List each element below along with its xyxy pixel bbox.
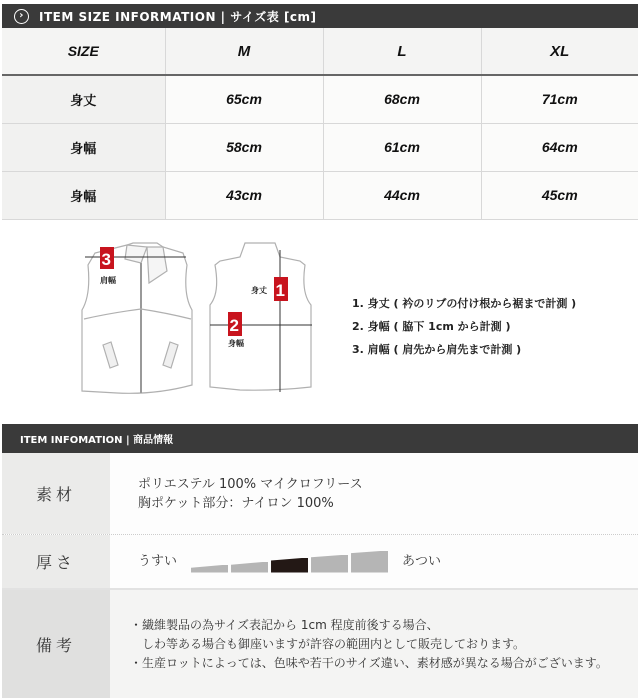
cell-value: 61cm [323, 123, 481, 171]
row-label: 身幅 [2, 171, 165, 219]
vest-illustration [75, 235, 335, 400]
marker-3: 3 [101, 250, 111, 269]
notes-row [2, 590, 638, 698]
marker-label-3: 肩幅 [100, 276, 116, 285]
chevron-right-circle-icon: › [14, 9, 29, 24]
row-label: 身幅 [2, 123, 165, 171]
column-header-m: M [165, 28, 323, 75]
cell-value: 64cm [481, 123, 638, 171]
column-header-xl: XL [481, 28, 638, 75]
cell-value: 44cm [323, 171, 481, 219]
column-header-size: SIZE [2, 28, 165, 75]
table-row [2, 171, 638, 219]
marker-label-1: 身丈 [251, 286, 267, 295]
material-line: ポリエステル 100% マイクロフリース [138, 476, 363, 492]
cell-value: 71cm [481, 75, 638, 123]
thickness-min-label: うすい [138, 554, 178, 569]
material-row [2, 453, 638, 535]
notes-line: しわ等ある場合も御座いますが許容の範囲内として販売しております。 [142, 636, 526, 651]
thickness-level-4 [311, 555, 348, 573]
material-content [110, 453, 638, 534]
thickness-level-2 [231, 562, 268, 573]
info-section-header: ITEM INFOMATION | 商品情報 [2, 424, 638, 453]
size-table-header-row [2, 28, 638, 75]
thickness-content [110, 535, 638, 588]
vest-measurement-diagram [75, 235, 335, 400]
thickness-scale [191, 551, 388, 573]
size-table [2, 28, 638, 220]
cell-value: 58cm [165, 123, 323, 171]
marker-label-2: 身幅 [228, 339, 244, 348]
cell-value: 45cm [481, 171, 638, 219]
thickness-level-1 [191, 565, 228, 573]
cell-value: 68cm [323, 75, 481, 123]
notes-line: ・繊維製品の為サイズ表記から 1cm 程度前後する場合、 [130, 617, 439, 632]
legend-item: 1. 身丈 ( 衿のリブの付け根から裾まで計測 ) [352, 297, 577, 310]
marker-1: 1 [275, 281, 285, 300]
cell-value: 65cm [165, 75, 323, 123]
size-section-header [2, 4, 638, 28]
size-section-title: ITEM SIZE INFORMATION | サイズ表 [cm] [39, 9, 317, 24]
measurement-legend [352, 292, 576, 361]
notes-content [110, 590, 638, 698]
marker-2: 2 [229, 316, 239, 335]
thickness-level-3-selected [271, 558, 308, 573]
notes-line: ・生産ロットによっては、色味や若干のサイズ違い、素材感が異なる場合がございます。 [130, 655, 608, 670]
cell-value: 43cm [165, 171, 323, 219]
table-row [2, 75, 638, 123]
material-line: 胸ポケット部分：ナイロン 100% [138, 495, 334, 511]
column-header-l: L [323, 28, 481, 75]
notes-label: 備考 [2, 590, 110, 698]
table-row [2, 123, 638, 171]
row-label: 身丈 [2, 75, 165, 123]
thickness-max-label: あつい [402, 554, 442, 569]
legend-item: 2. 身幅 ( 脇下 1cm から計測 ) [352, 320, 511, 333]
legend-item: 3. 肩幅 ( 肩先から肩先まで計測 ) [352, 343, 522, 356]
material-label: 素材 [2, 453, 110, 534]
thickness-label: 厚さ [2, 535, 110, 588]
thickness-level-5 [351, 551, 388, 573]
thickness-row [2, 535, 638, 590]
